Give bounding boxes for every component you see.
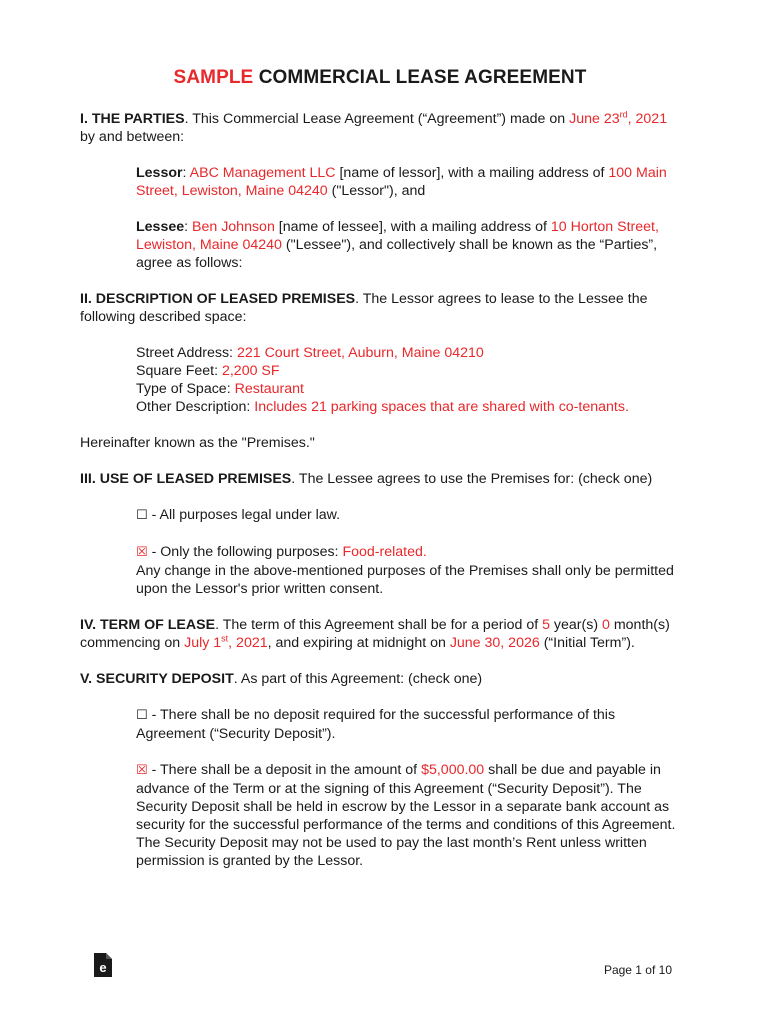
- deposit-option-amount: ☒ - There shall be a deposit in the amount of $5,000.00 shall be due and payable in advance of the Term or at the signing of this Agreement (“Security Deposit”). The Security Deposit shall be held in escrow by the Lessor in a separate bank account as security for the successful performance of the terms and conditions of this Agreement. The Security Deposit may not be used to pay the last month’s Rent unless written permission is granted by the Lessor.: [136, 762, 676, 869]
- term-months: 0: [602, 617, 610, 633]
- agreement-date: June 23rd, 2021: [569, 109, 668, 127]
- use-option-all-purposes: ☐ - All purposes legal under law.: [136, 507, 341, 523]
- section-premises: II. DESCRIPTION OF LEASED PREMISES. The Lessor agrees to lease to the Lessee the following described space:: [80, 291, 648, 325]
- use-option-specific: ☒ - Only the following purposes: Food-related. Any change in the above-mentioned purposes of the Premises shall only be permitted upon the Lessor's prior written consent.: [136, 544, 674, 597]
- square-feet: 2,200 SF: [221, 363, 280, 379]
- eforms-logo-icon: [92, 952, 114, 978]
- space-type: Restaurant: [234, 381, 304, 397]
- lessee-paragraph: Lessee: Ben Johnson [name of lessee], with a mailing address of 10 Horton Street, Lewiston, Maine 04240 ("Lessee"), and collectively shall be known as the “Parties”, agree as follows:: [136, 219, 659, 271]
- section-heading: V. SECURITY DEPOSIT: [80, 671, 234, 687]
- svg-text:e: e: [99, 960, 107, 975]
- page-number: Page 1 of 10: [603, 963, 672, 977]
- lessee-name: Ben Johnson: [192, 219, 275, 235]
- section-use: III. USE OF LEASED PREMISES. The Lessee agrees to use the Premises for: (check one): [80, 471, 653, 487]
- section-heading: I. THE PARTIES: [80, 111, 185, 127]
- deposit-option-none: ☐ - There shall be no deposit required for the successful performance of this Agreement (“Security Deposit”).: [136, 707, 616, 742]
- lessee-address: 10 Horton Street, Lewiston, Maine 04240: [136, 219, 659, 253]
- section-heading: III. USE OF LEASED PREMISES: [80, 471, 292, 487]
- deposit-amount: $5,000.00: [421, 762, 485, 778]
- hereinafter-text: Hereinafter known as the "Premises.": [80, 435, 315, 451]
- use-purpose: Food-related.: [342, 544, 427, 560]
- section-term: IV. TERM OF LEASE. The term of this Agreement shall be for a period of 5 year(s) 0 month(s) commencing on July 1st, 2021, and expiring at midnight on June 30, 2026 (“Initial Term”).: [80, 617, 670, 651]
- section-heading: II. DESCRIPTION OF LEASED PREMISES: [80, 291, 356, 307]
- section-deposit: V. SECURITY DEPOSIT. As part of this Agreement: (check one): [80, 671, 483, 687]
- street-address: 221 Court Street, Auburn, Maine 04210: [236, 345, 484, 361]
- term-start-date: July 1st, 2021: [184, 633, 268, 651]
- lessor-name: ABC Management LLC: [189, 165, 336, 181]
- term-years: 5: [542, 617, 550, 633]
- checkbox-unchecked-icon[interactable]: ☐: [136, 508, 148, 523]
- checkbox-checked-icon[interactable]: ☒: [136, 763, 148, 778]
- checkbox-checked-icon[interactable]: ☒: [136, 545, 148, 560]
- document-body: [80, 66, 680, 888]
- premises-details: Street Address: 221 Court Street, Auburn, Maine 04210 Square Feet: 2,200 SF Type of Space: Restaurant Other Description: Includes 21 parking spaces that are shared with co-tenants.: [136, 345, 629, 415]
- term-end-date: June 30, 2026: [449, 635, 540, 651]
- other-description: Includes 21 parking spaces that are shared with co-tenants.: [254, 399, 629, 415]
- lessor-address: 100 Main Street, Lewiston, Maine 04240: [136, 165, 667, 199]
- section-heading: IV. TERM OF LEASE: [80, 617, 216, 633]
- checkbox-unchecked-icon[interactable]: ☐: [136, 708, 148, 723]
- section-parties: I. THE PARTIES. This Commercial Lease Agreement (“Agreement”) made on June 23rd, 2021 by and between:: [80, 109, 668, 145]
- lessor-paragraph: Lessor: ABC Management LLC [name of lessor], with a mailing address of 100 Main Street, Lewiston, Maine 04240 ("Lessor"), and: [136, 165, 667, 199]
- document-title: SAMPLE COMMERCIAL LEASE AGREEMENT: [173, 67, 587, 88]
